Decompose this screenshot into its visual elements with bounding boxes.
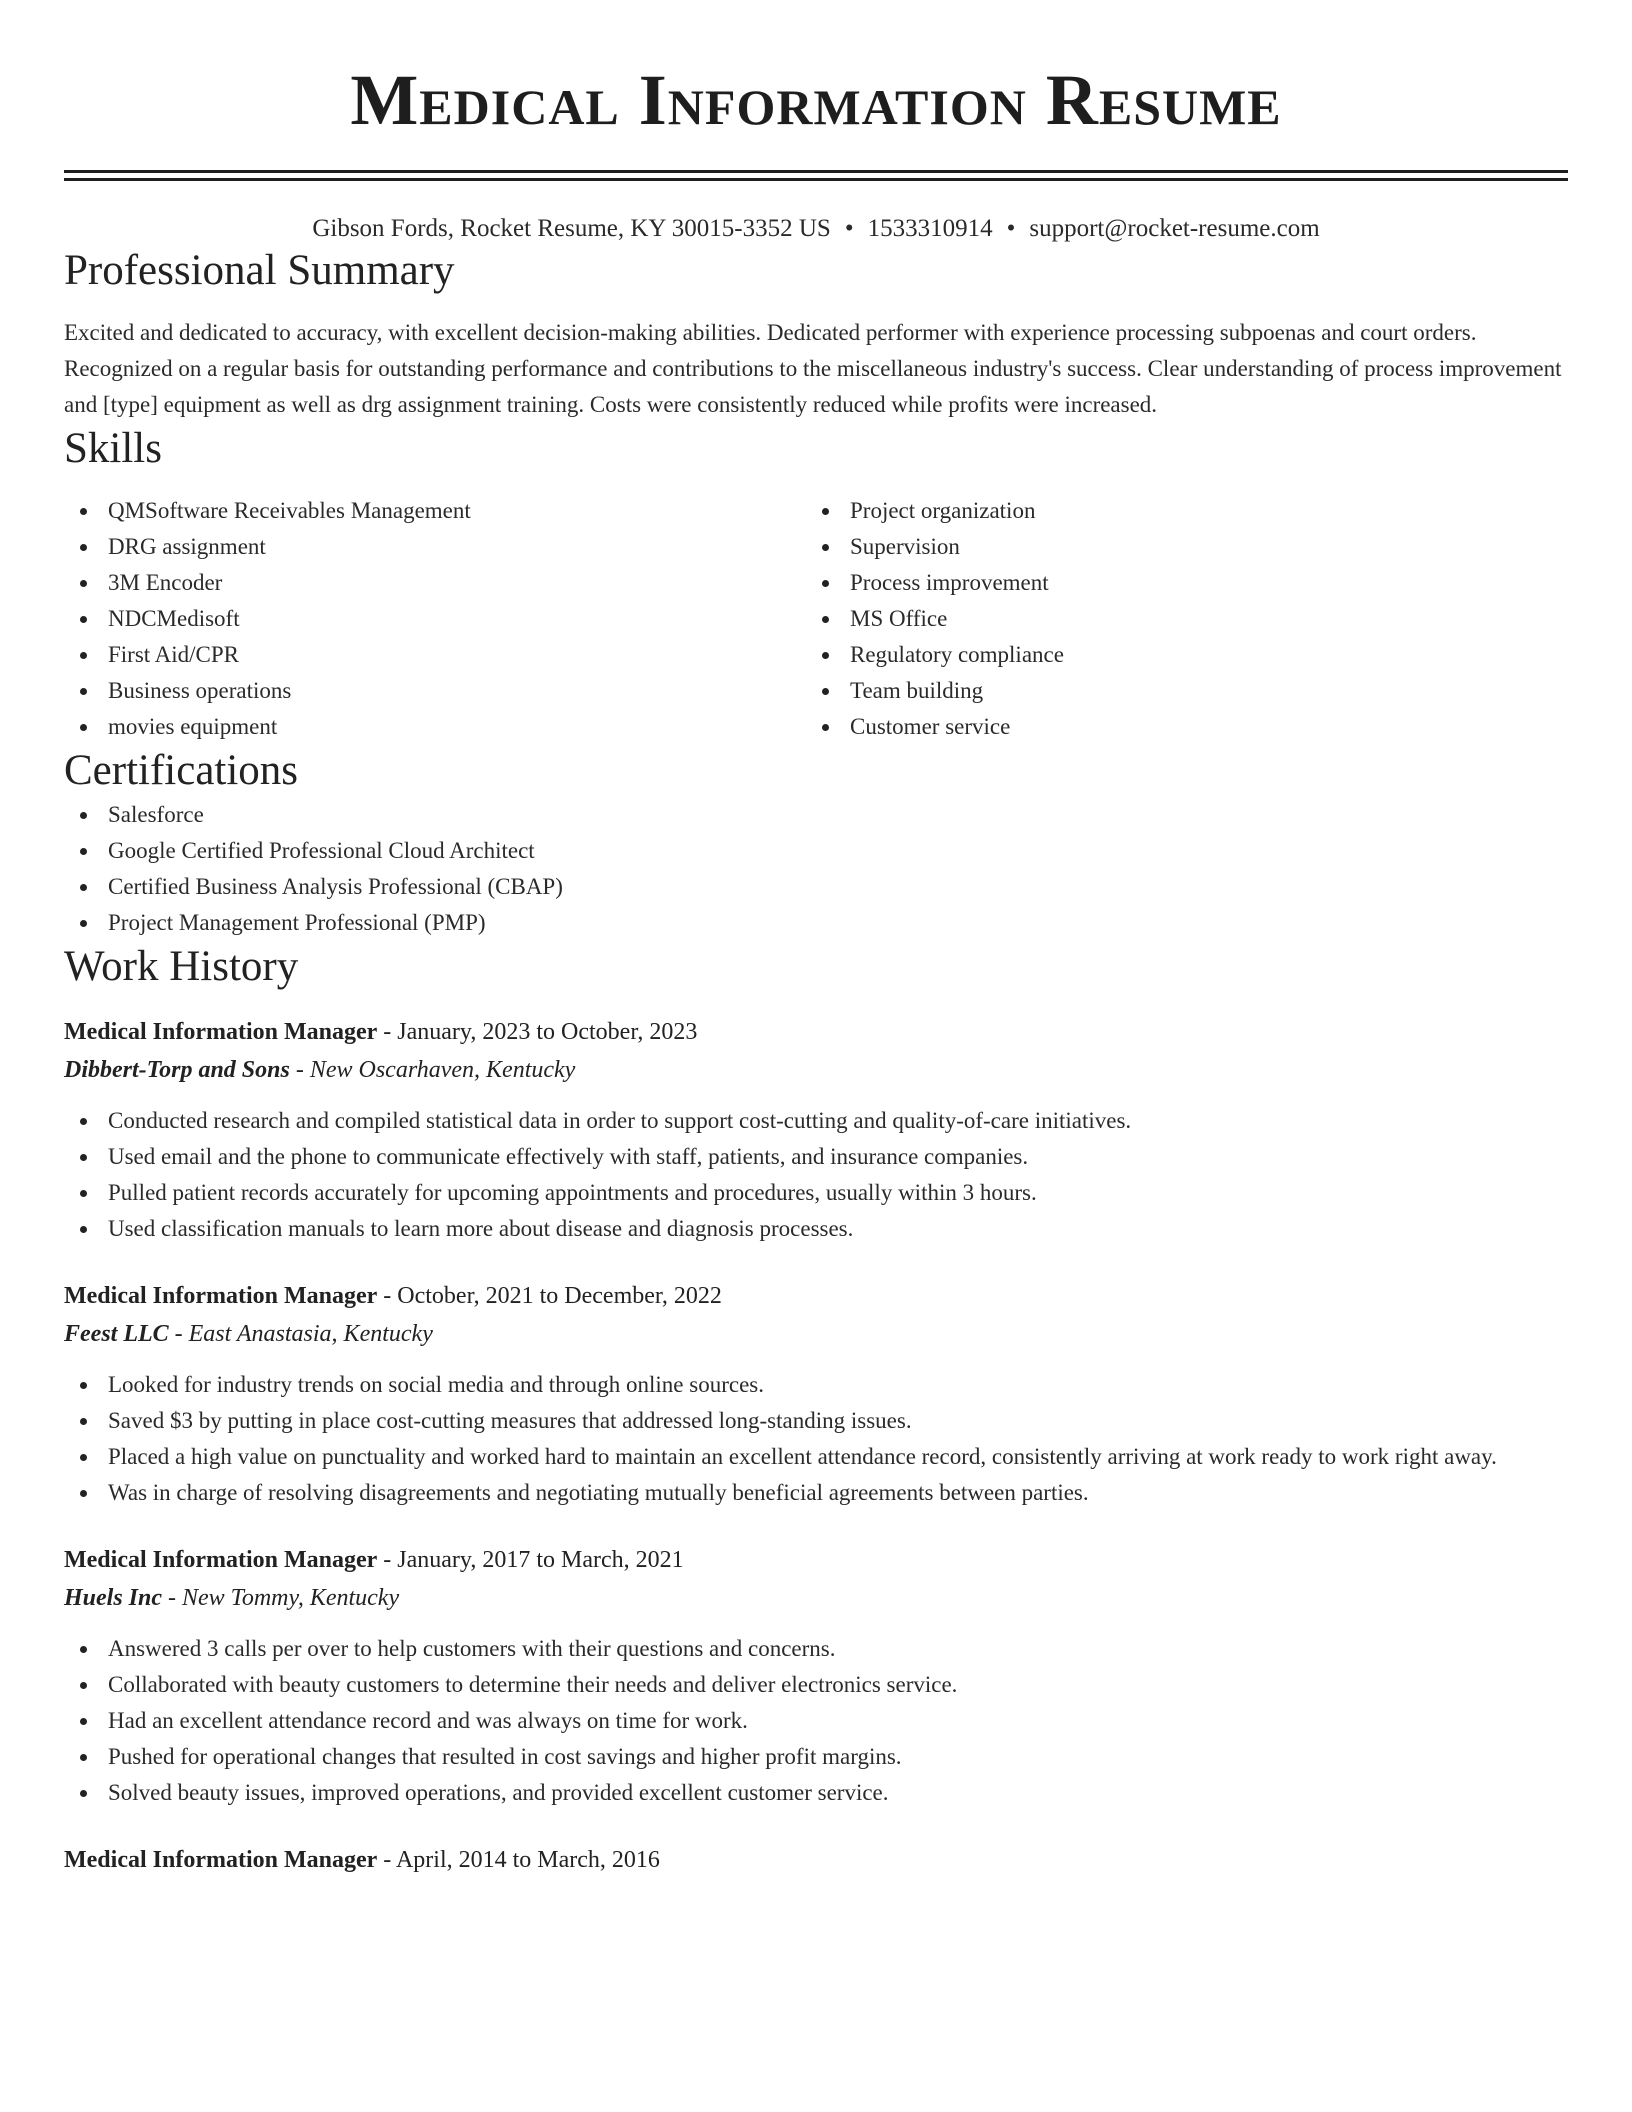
skill-item — [64, 565, 806, 601]
job-duty-text: Collaborated with beauty customers to determine their needs and deliver electronics service. — [108, 1672, 958, 1697]
bullet-icon — [822, 688, 829, 695]
certification-item — [64, 833, 1568, 869]
bullet-icon — [80, 724, 87, 731]
work-history-list — [64, 1013, 1568, 1879]
skill-item-text: Business operations — [108, 678, 292, 703]
job-location: - New Oscarhaven, Kentucky — [289, 1057, 576, 1083]
skill-item-text: DRG assignment — [108, 534, 266, 559]
skill-item — [64, 637, 806, 673]
job-duty-text: Was in charge of resolving disagreements and negotiating mutually beneficial agreements between parties. — [108, 1480, 1089, 1505]
job-duty — [64, 1703, 1568, 1739]
summary-heading: Professional Summary — [64, 247, 455, 294]
skill-item-text: Project organization — [850, 498, 1036, 523]
job-company: Huels Inc — [64, 1585, 163, 1611]
skill-item-text: Customer service — [850, 714, 1011, 739]
bullet-icon — [80, 1418, 87, 1425]
bullet-icon — [80, 1454, 87, 1461]
bullet-icon — [80, 1646, 87, 1653]
skill-item — [806, 709, 1548, 745]
job-duty — [64, 1103, 1568, 1139]
bullet-icon — [822, 724, 829, 731]
certification-item-text: Google Certified Professional Cloud Architect — [108, 838, 535, 863]
bullet-icon — [80, 884, 87, 891]
job-duty — [64, 1475, 1568, 1511]
job-duties-list — [64, 1631, 1568, 1811]
job-duty — [64, 1403, 1568, 1439]
certification-item-text: Salesforce — [108, 802, 204, 827]
bullet-icon — [80, 1754, 87, 1761]
bullet-icon — [80, 1190, 87, 1197]
job-duty-text: Answered 3 calls per over to help customers with their questions and concerns. — [108, 1636, 836, 1661]
skill-item-text: First Aid/CPR — [108, 642, 240, 667]
job-company-line — [64, 1315, 1568, 1353]
title-divider — [64, 170, 1568, 181]
bullet-icon — [80, 688, 87, 695]
skills-columns — [64, 493, 1568, 745]
skill-item-text: Process improvement — [850, 570, 1049, 595]
skill-item-text: Team building — [850, 678, 984, 703]
contact-email: support@rocket-resume.com — [1029, 215, 1320, 242]
skills-heading: Skills — [64, 425, 162, 472]
job-title: Medical Information Manager — [64, 1547, 378, 1573]
job-title: Medical Information Manager — [64, 1847, 378, 1873]
skill-item — [64, 529, 806, 565]
bullet-icon — [80, 920, 87, 927]
skills-list-right — [806, 493, 1548, 745]
job-duty-text: Used classification manuals to learn more about disease and diagnosis processes. — [108, 1216, 854, 1241]
job-duty — [64, 1139, 1568, 1175]
skill-item-text: Supervision — [850, 534, 960, 559]
job-duty-text: Had an excellent attendance record and was always on time for work. — [108, 1708, 748, 1733]
bullet-icon — [80, 848, 87, 855]
job-dates: - April, 2014 to March, 2016 — [377, 1847, 660, 1873]
job-duty-text: Pulled patient records accurately for upcoming appointments and procedures, usually within 3 hours. — [108, 1180, 1037, 1205]
job-duty-text: Looked for industry trends on social media and through online sources. — [108, 1372, 764, 1397]
page-title: Medical Information Resume — [350, 60, 1282, 140]
skill-item-text: NDCMedisoft — [108, 606, 240, 631]
bullet-icon — [80, 812, 87, 819]
skill-item — [806, 601, 1548, 637]
job-entry — [64, 1841, 1568, 1879]
skill-item — [806, 565, 1548, 601]
contact-line — [64, 213, 1568, 245]
bullet-icon — [80, 1118, 87, 1125]
bullet-icon — [80, 652, 87, 659]
job-duties-list — [64, 1367, 1568, 1511]
certification-item-text: Project Management Professional (PMP) — [108, 910, 486, 935]
job-company: Dibbert-Torp and Sons — [64, 1057, 290, 1083]
certification-item — [64, 797, 1568, 833]
skills-list-left — [64, 493, 806, 745]
skill-item — [806, 529, 1548, 565]
job-duty — [64, 1739, 1568, 1775]
contact-phone: 1533310914 — [867, 215, 993, 242]
skill-item-text: 3M Encoder — [108, 570, 223, 595]
bullet-icon — [80, 1682, 87, 1689]
certification-item — [64, 869, 1568, 905]
job-duty-text: Placed a high value on punctuality and worked hard to maintain an excellent attendance record, consistently arriving at work ready to work right away. — [108, 1444, 1497, 1469]
job-title-line — [64, 1277, 1568, 1315]
certification-item — [64, 905, 1568, 941]
job-title: Medical Information Manager — [64, 1019, 378, 1045]
job-title-line — [64, 1841, 1568, 1879]
bullet-icon — [80, 580, 87, 587]
job-duties-list — [64, 1103, 1568, 1247]
bullet-icon — [80, 1790, 87, 1797]
job-duty — [64, 1631, 1568, 1667]
skill-item — [64, 673, 806, 709]
job-duty — [64, 1439, 1568, 1475]
skill-item-text: Regulatory compliance — [850, 642, 1064, 667]
bullet-icon — [80, 1382, 87, 1389]
job-company-line — [64, 1051, 1568, 1089]
job-title-line — [64, 1013, 1568, 1051]
bullet-icon — [822, 508, 829, 515]
job-location: - East Anastasia, Kentucky — [168, 1321, 433, 1347]
job-dates: - January, 2017 to March, 2021 — [377, 1547, 684, 1573]
job-duty-text: Solved beauty issues, improved operations, and provided excellent customer service. — [108, 1780, 889, 1805]
job-entry — [64, 1277, 1568, 1511]
job-entry — [64, 1541, 1568, 1811]
job-location: - New Tommy, Kentucky — [162, 1585, 400, 1611]
summary-text: Excited and dedicated to accuracy, with excellent decision-making abilities. Dedicated performer with experience processing subpoenas and court orders. Recognized on a regular basis for outstanding performance and contributions to the miscellaneous industry's success. Clear understanding of process improvement and [type] equipment as well as drg assignment training. Costs were consistently reduced while profits were increased. — [64, 320, 1562, 417]
certification-item-text: Certified Business Analysis Professional (CBAP) — [108, 874, 563, 899]
certifications-list — [64, 797, 1568, 941]
bullet-icon — [80, 1154, 87, 1161]
bullet-icon — [80, 544, 87, 551]
job-duty-text: Used email and the phone to communicate effectively with staff, patients, and insurance companies. — [108, 1144, 1029, 1169]
job-duty — [64, 1667, 1568, 1703]
skill-item — [806, 673, 1548, 709]
job-duty — [64, 1367, 1568, 1403]
certifications-heading: Certifications — [64, 747, 299, 794]
skill-item — [806, 637, 1548, 673]
bullet-icon — [80, 1718, 87, 1725]
job-title: Medical Information Manager — [64, 1283, 378, 1309]
resume-page — [64, 0, 1568, 1879]
job-duty-text: Saved $3 by putting in place cost-cutting measures that addressed long-standing issues. — [108, 1408, 912, 1433]
contact-address: Gibson Fords, Rocket Resume, KY 30015-3352 US — [312, 215, 831, 242]
bullet-icon — [822, 580, 829, 587]
job-dates: - October, 2021 to December, 2022 — [377, 1283, 722, 1309]
bullet-icon — [822, 652, 829, 659]
job-title-line — [64, 1541, 1568, 1579]
contact-separator: • — [1006, 215, 1016, 242]
skill-item — [806, 493, 1548, 529]
job-entry — [64, 1013, 1568, 1247]
skill-item — [64, 493, 806, 529]
job-company-line — [64, 1579, 1568, 1617]
skill-item — [64, 709, 806, 745]
skill-item-text: QMSoftware Receivables Management — [108, 498, 471, 523]
skill-item-text: movies equipment — [108, 714, 278, 739]
bullet-icon — [822, 616, 829, 623]
skill-item-text: MS Office — [850, 606, 948, 631]
bullet-icon — [80, 1226, 87, 1233]
work-history-heading: Work History — [64, 943, 299, 990]
bullet-icon — [80, 1490, 87, 1497]
bullet-icon — [822, 544, 829, 551]
job-duty — [64, 1211, 1568, 1247]
job-duty — [64, 1775, 1568, 1811]
job-duty-text: Pushed for operational changes that resulted in cost savings and higher profit margins. — [108, 1744, 902, 1769]
bullet-icon — [80, 508, 87, 515]
job-duty-text: Conducted research and compiled statistical data in order to support cost-cutting and quality-of-care initiatives. — [108, 1108, 1132, 1133]
contact-separator: • — [844, 215, 854, 242]
job-duty — [64, 1175, 1568, 1211]
job-company: Feest LLC — [64, 1321, 169, 1347]
job-dates: - January, 2023 to October, 2023 — [377, 1019, 698, 1045]
skill-item — [64, 601, 806, 637]
bullet-icon — [80, 616, 87, 623]
